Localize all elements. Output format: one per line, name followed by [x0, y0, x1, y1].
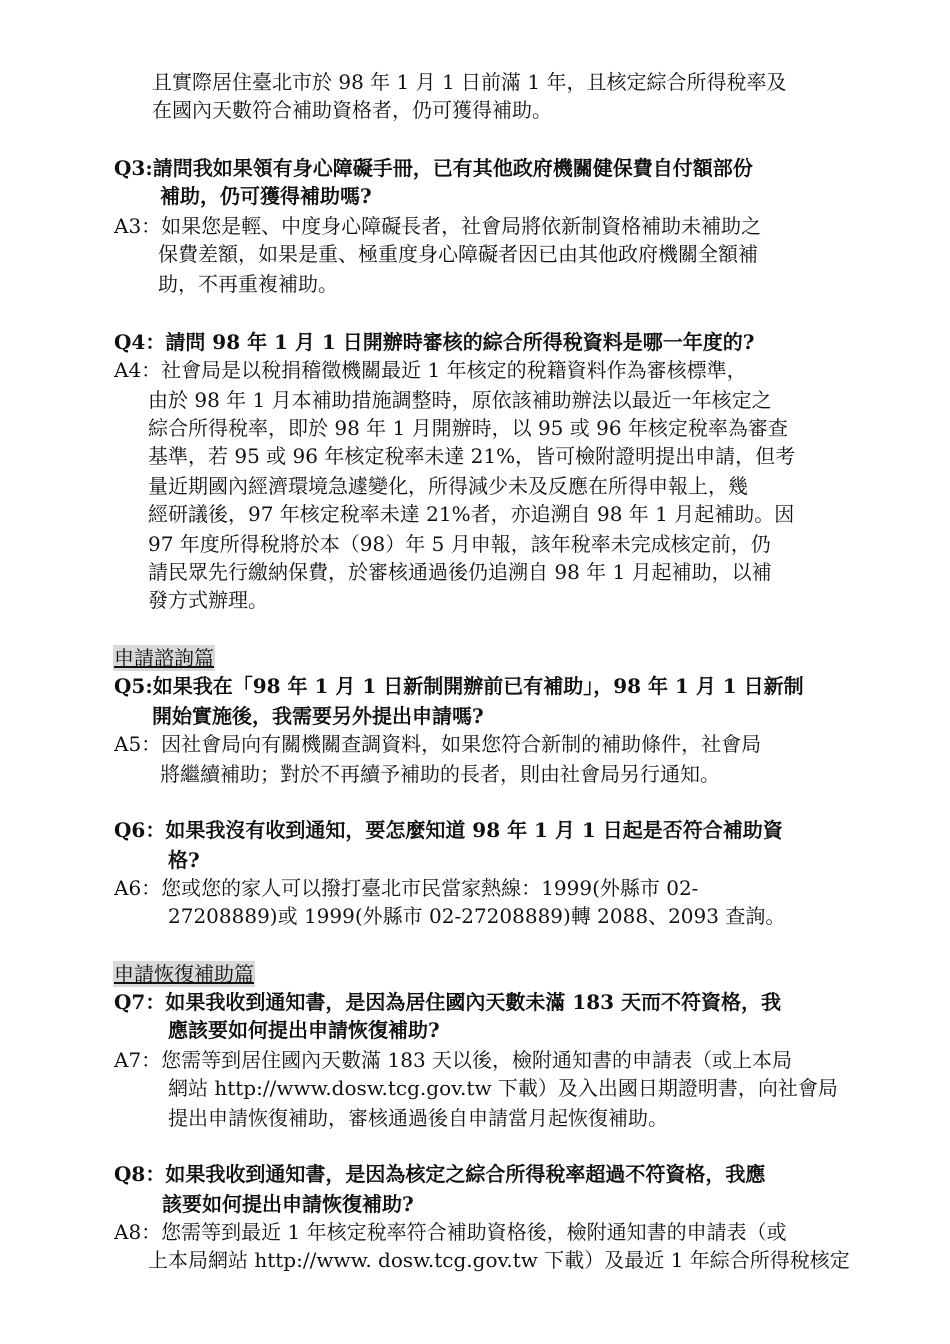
q4-answer-line-7: 97 年度所得稅將於本（98）年 5 月申報，該年稅率未完成核定前，仍	[148, 532, 771, 556]
q3-question-line-1: Q3:請問我如果領有身心障礙手冊，已有其他政府機關健保費自付額部份	[114, 156, 753, 180]
q5-question-line-1: Q5:如果我在「98 年 1 月 1 日新制開辦前已有補助」，98 年 1 月 1 日新制	[114, 674, 804, 698]
q3-question-line-2: 補助，仍可獲得補助嗎?	[160, 184, 372, 208]
q5-answer-line-1: A5：因社會局向有關機關查調資料，如果您符合新制的補助條件，社會局	[114, 732, 762, 756]
q3-answer-line-3: 助，不再重複補助。	[158, 272, 338, 296]
q5-answer-line-2: 將繼續補助；對於不再續予補助的長者，則由社會局另行通知。	[160, 762, 720, 786]
q8-question-line-1: Q8：如果我收到通知書，是因為核定之綜合所得稅率超過不符資格，我應	[114, 1162, 766, 1186]
q5-question-line-2: 開始實施後，我需要另外提出申請嗎?	[152, 704, 484, 728]
q4-answer-line-3: 綜合所得稅率，即於 98 年 1 月開辦時，以 95 或 96 年核定稅率為審查	[148, 416, 788, 440]
section-heading-restore-subsidy: 申請恢復補助篇	[114, 962, 254, 986]
q3-answer-line-1: A3：如果您是輕、中度身心障礙長者，社會局將依新制資格補助未補助之	[114, 214, 762, 238]
q7-answer-line-2: 網站 http://www.dosw.tcg.gov.tw 下載）及入出國日期證明書，向社會局	[168, 1076, 838, 1100]
q4-question-line-1: Q4：請問 98 年 1 月 1 日開辦時審核的綜合所得稅資料是哪一年度的?	[114, 330, 755, 354]
intro-line-1: 且實際居住臺北市於 98 年 1 月 1 日前滿 1 年，且核定綜合所得稅率及	[152, 70, 787, 94]
q4-answer-line-6: 經研議後，97 年核定稅率未達 21%者，亦追溯自 98 年 1 月起補助。因	[148, 502, 795, 526]
q4-answer-line-5: 量近期國內經濟環境急遽變化，所得減少未及反應在所得申報上，幾	[148, 474, 748, 498]
q6-question-line-1: Q6：如果我沒有收到通知，要怎麼知道 98 年 1 月 1 日起是否符合補助資	[114, 818, 783, 842]
q7-question-line-2: 應該要如何提出申請恢復補助?	[168, 1018, 440, 1042]
q7-answer-line-3: 提出申請恢復補助，審核通過後自申請當月起恢復補助。	[168, 1106, 668, 1130]
q7-answer-line-1: A7：您需等到居住國內天數滿 183 天以後，檢附通知書的申請表（或上本局	[114, 1048, 793, 1072]
q6-answer-line-1: A6：您或您的家人可以撥打臺北市民當家熱線：1999(外縣市 02-	[114, 876, 699, 900]
q4-answer-line-2: 由於 98 年 1 月本補助措施調整時，原依該補助辦法以最近一年核定之	[148, 388, 772, 412]
section-heading-consultation: 申請諮詢篇	[114, 646, 214, 670]
q8-answer-line-1: A8：您需等到最近 1 年核定稅率符合補助資格後，檢附通知書的申請表（或	[114, 1220, 787, 1244]
q8-question-line-2: 該要如何提出申請恢復補助?	[162, 1192, 414, 1216]
q7-question-line-1: Q7：如果我收到通知書，是因為居住國內天數未滿 183 天而不符資格，我	[114, 990, 782, 1014]
q4-answer-line-1: A4：社會局是以稅捐稽徵機關最近 1 年核定的稅籍資料作為審核標準，	[114, 358, 747, 382]
intro-line-2: 在國內天數符合補助資格者，仍可獲得補助。	[152, 98, 552, 122]
q4-answer-line-9: 發方式辦理。	[148, 588, 268, 612]
q6-answer-line-2: 27208889)或 1999(外縣市 02-27208889)轉 2088、2093 查詢。	[168, 904, 786, 928]
q6-question-line-2: 格?	[168, 848, 200, 872]
q4-answer-line-4: 基準，若 95 或 96 年核定稅率未達 21%，皆可檢附證明提出申請，但考	[148, 444, 796, 468]
q4-answer-line-8: 請民眾先行繳納保費，於審核通過後仍追溯自 98 年 1 月起補助，以補	[148, 560, 772, 584]
q8-answer-line-2: 上本局網站 http://www. dosw.tcg.gov.tw 下載）及最近 1 年綜合所得稅核定	[148, 1248, 850, 1272]
q3-answer-line-2: 保費差額，如果是重、極重度身心障礙者因已由其他政府機關全額補	[158, 242, 758, 266]
